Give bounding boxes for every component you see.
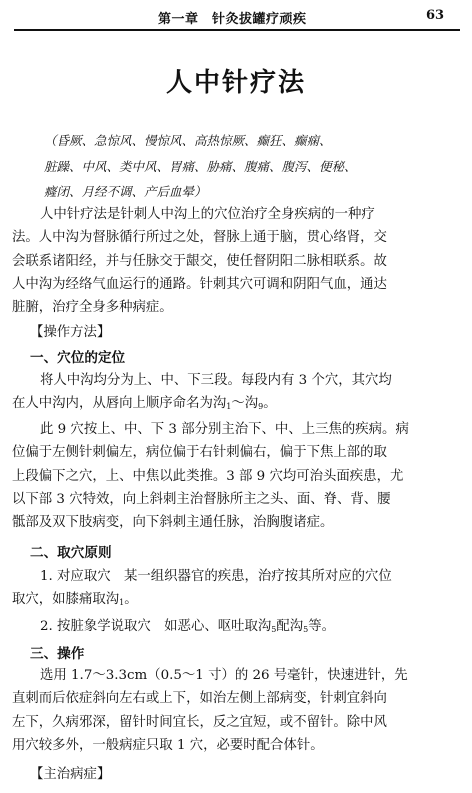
running-header xyxy=(0,6,472,28)
text-line: 在人中沟内，从唇向上顺序命名为沟$_1$～沟$_9$。 xyxy=(12,396,277,412)
section-heading-principles: 二、取穴原则 xyxy=(30,545,112,561)
indications-line: 癃闭、月经不调、产后血晕） xyxy=(44,184,207,199)
text-line: 左下，久病邪深，留针时间宜长，反之宜短，或不留针。除中风 xyxy=(12,714,387,730)
text-line: 2. 按脏象学说取穴 如恶心、呕吐取沟$_5$配沟$_5$等。 xyxy=(40,619,336,634)
indications-list xyxy=(44,128,444,205)
text-line: 上段偏下之穴，上、中焦以此类推。3 部 9 穴均可治头面疾患，尤 xyxy=(12,468,404,484)
method-heading: 【操作方法】 xyxy=(30,325,111,340)
text-line: 1. 对应取穴 某一组织器官的疾患，治疗按其所对应的穴位 xyxy=(40,569,392,584)
text-line: 选用 1.7～3.3cm（0.5～1 寸）的 26 号毫针，快速进针，先 xyxy=(40,668,408,683)
principles-paragraph-2 xyxy=(12,615,458,641)
indications-line: （昏厥、急惊风、慢惊风、高热惊厥、癫狂、癫痫、 xyxy=(44,133,332,148)
text-line: 将人中沟均分为上、中、下三段。每段内有 3 个穴，其穴均 xyxy=(40,373,392,388)
text-line: 骶部及双下肢病变，向下斜刺主通任脉，治胸腹诸症。 xyxy=(12,515,334,531)
article-title: 人中针疗法 xyxy=(165,68,306,98)
section-heading-operation: 三、操作 xyxy=(30,646,85,662)
principles-paragraph-1 xyxy=(12,565,458,615)
section-heading-location: 一、穴位的定位 xyxy=(30,350,126,366)
chapter-title: 第一章 针灸拔罐疗顽疾 xyxy=(158,12,307,27)
text-line: 取穴，如膝痛取沟$_1$。 xyxy=(12,592,138,608)
zones-paragraph xyxy=(12,418,458,534)
location-paragraph xyxy=(12,369,458,419)
text-line: 以下部 3 穴特效，向上斜刺主治督脉所主之头、面、脊、背、腰 xyxy=(12,491,391,507)
text-line: 法。人中沟为督脉循行所过之处，督脉上通于脑，贯心络肾，交 xyxy=(12,230,387,246)
text-line: 用穴较多外，一般病症只取 1 穴，必要时配合体针。 xyxy=(12,737,324,753)
text-line: 会联系诸阳经，并与任脉交于龈交，使任督阴阳二脉相联系。故 xyxy=(12,253,387,269)
indications-heading: 【主治病症】 xyxy=(30,767,111,782)
page-number: 63 xyxy=(426,8,445,23)
text-line: 此 9 穴按上、中、下 3 部分别主治下、中、上三焦的疾病。病 xyxy=(40,422,409,437)
operation-paragraph xyxy=(12,664,458,757)
header-rule xyxy=(14,29,460,31)
intro-paragraph xyxy=(12,203,458,319)
text-line: 人中沟为经络气血运行的通路。针刺其穴可调和阴阳气血，通达 xyxy=(12,276,387,292)
text-line: 直刺而后依症斜向左右或上下，如治左侧上部病变，针刺宜斜向 xyxy=(12,691,387,707)
text-line: 位偏于左侧针刺偏左，病位偏于右针刺偏右，偏于下焦上部的取 xyxy=(12,445,387,461)
indications-line: 脏躁、中风、类中风、胃痛、胁痛、腹痛、腹泻、便秘、 xyxy=(44,158,357,174)
text-line: 脏腑，治疗全身多种病症。 xyxy=(12,300,173,316)
text-line: 人中针疗法是针刺人中沟上的穴位治疗全身疾病的一种疗 xyxy=(40,207,375,222)
